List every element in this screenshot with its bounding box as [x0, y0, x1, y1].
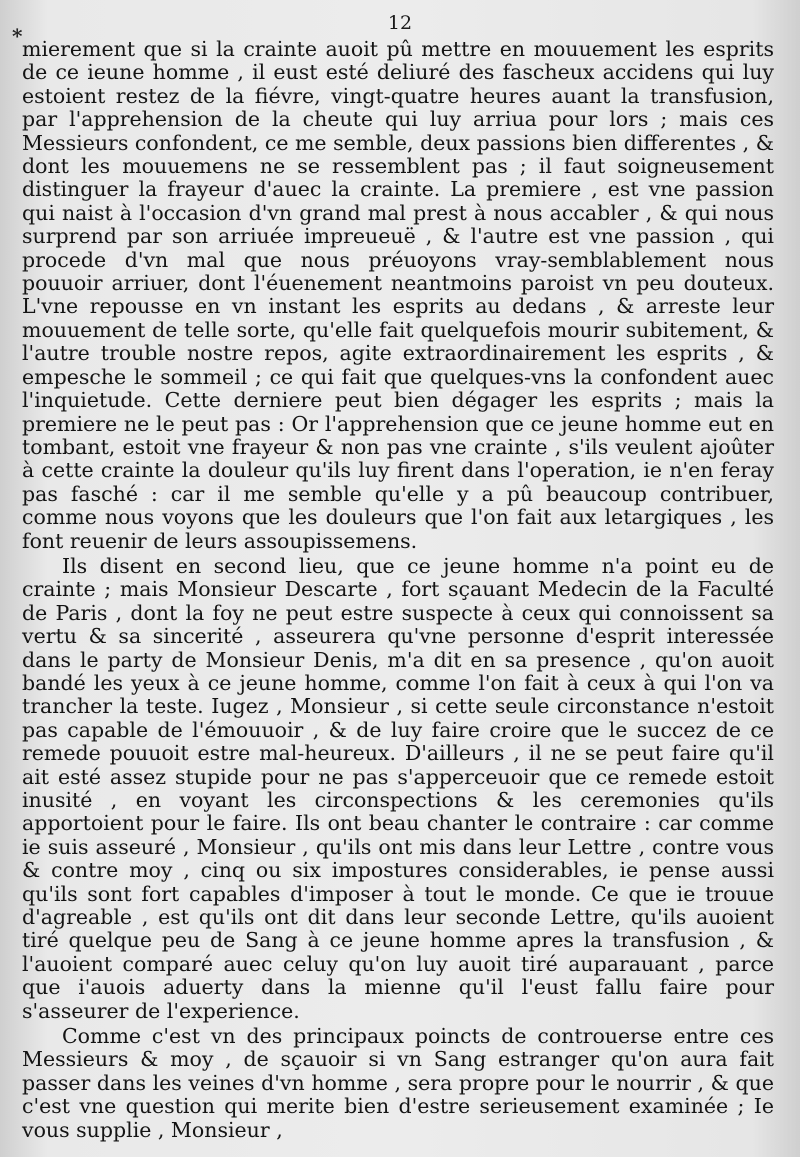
page-number: 12 — [387, 12, 413, 34]
body-text — [22, 38, 774, 1142]
paragraph-1: mierement que si la crainte auoit pû mettre en mouuement les esprits de ce ieune homme , il eust esté deliuré des fascheux accidens qui luy estoient restez de la fiévre, vingt-quatre heures auant la transfusion, par l'apprehension de la cheute qui luy arriua pour lors ; mais ces Messieurs confondent, ce me semble, deux passions bien differentes , & dont les mouuemens ne se ressemblent pas ; il faut soigneusement distinguer la frayeur d'auec la crainte. La premiere , est vne passion qui naist à l'occasion d'vn grand mal prest à nous accabler , & qui nous surprend par son arriuée impreueuë , & l'autre est vne passion , qui procede d'vn mal que nous préuoyons vray-semblablement nous pouuoir arriuer, dont l'éuenement neantmoins paroist vn peu douteux. L'vne repousse en vn instant les esprits au dedans , & arreste leur mouuement de telle sorte, qu'elle fait quelquefois mourir subitement, & l'autre trouble nostre repos, agite extraordinairement les esprits , & empesche le sommeil ; ce qui fait que quelques-vns la confondent auec l'inquietude. Cette derniere peut bien dégager les esprits ; mais la premiere ne le peut pas : Or l'apprehension que ce jeune homme eut en tombant, estoit vne frayeur & non pas vne crainte , s'ils veulent ajoûter à cette crainte la douleur qu'ils luy firent dans l'operation, ie n'en feray pas fasché : car il me semble qu'elle y a pû beaucoup contribuer, comme nous voyons que les douleurs que l'on fait aux letargiques , les font reuenir de leurs assoupissemens. — [22, 37, 774, 553]
paragraph-3: Comme c'est vn des principaux poincts de controuerse entre ces Messieurs & moy , de sçauoir si vn Sang estranger qu'on aura fait passer dans les veines d'vn homme , sera propre pour le nourrir , & que c'est vne question qui merite bien d'estre serieusement examinée ; Ie vous supplie , Monsieur , — [22, 1024, 774, 1142]
corner-mark: * — [12, 24, 23, 48]
paragraph-2: Ils disent en second lieu, que ce jeune homme n'a point eu de crainte ; mais Monsieur Descarte , fort sçauant Medecin de la Faculté de Paris , dont la foy ne peut estre suspecte à ceux qui connoissent sa vertu & sa sincerité , asseurera qu'vne personne d'esprit interessée dans le party de Monsieur Denis, m'a dit en sa presence , qu'on auoit bandé les yeux à ce jeune homme, comme l'on fait à ceux à qui l'on va trancher la teste. Iugez , Monsieur , si cette seule circonstance n'estoit pas capable de l'émouuoir , & de luy faire croire que le succez de ce remede pouuoit estre mal-heureux. D'ailleurs , il ne se peut faire qu'il ait esté assez stupide pour ne pas s'apperceuoir que ce remede estoit inusité , en voyant les circonspections & les ceremonies qu'ils apportoient pour le faire. Ils ont beau chanter le contraire : car comme ie suis asseuré , Monsieur , qu'ils ont mis dans leur Lettre , contre vous & contre moy , cinq ou six impostures considerables, ie pense aussi qu'ils sont fort capables d'imposer à tout le monde. Ce que ie trouue d'agreable , est qu'ils ont dit dans leur seconde Lettre, qu'ils auoient tiré quelque peu de Sang à ce jeune homme apres la transfusion , & l'auoient comparé auec celuy qu'on luy auoit tiré auparauant , parce que i'auois aduerty dans la mienne qu'il l'eust fallu faire pour s'asseurer de l'experience. — [22, 553, 774, 1023]
